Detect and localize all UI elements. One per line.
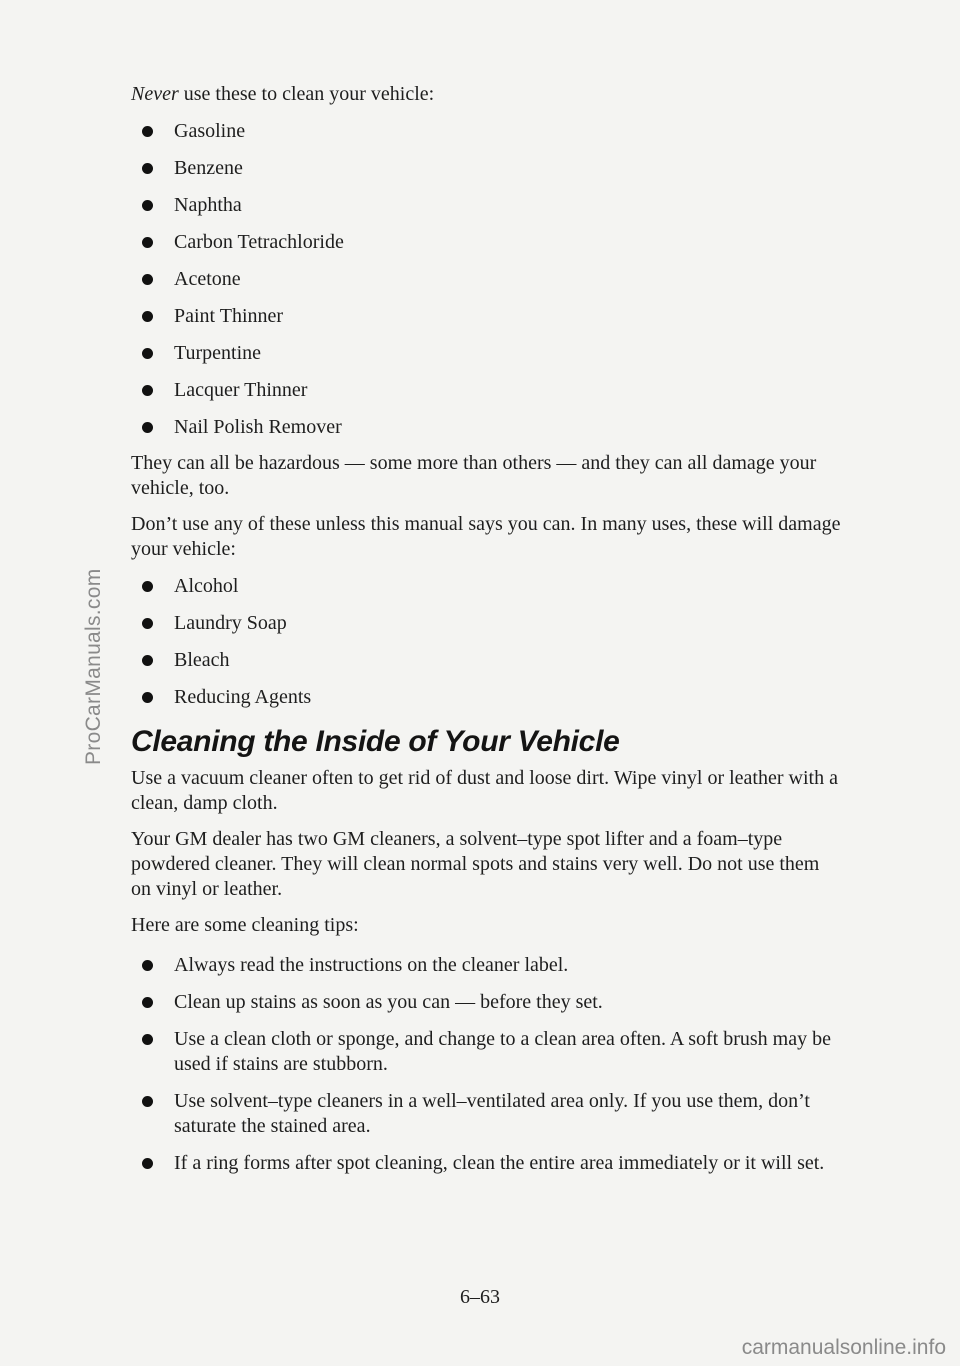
list-item-text: If a ring forms after spot cleaning, clean the entire area immediately or it will set. [174,1152,825,1174]
bullet-icon [142,274,153,285]
never-use-list [131,119,841,440]
bullet-icon [142,422,153,433]
list-item [131,648,841,673]
bullet-icon [142,655,153,666]
bullet-icon [142,581,153,592]
list-item-text: Alcohol [174,575,239,597]
intro-rest: use these to clean your vehicle: [178,83,435,105]
dont-use-paragraph: Don’t use any of these unless this manual says you can. In many uses, these will damage your vehicle: [131,513,841,560]
list-item [131,304,841,329]
bullet-icon [142,163,153,174]
list-item [131,574,841,599]
list-item [131,685,841,710]
list-item-text: Lacquer Thinner [174,379,308,401]
list-item [131,267,841,292]
vacuum-paragraph: Use a vacuum cleaner often to get rid of dust and loose dirt. Wipe vinyl or leather with a clean, damp cloth. [131,767,838,814]
list-item-text: Naphtha [174,194,242,216]
list-item [131,953,841,978]
section-heading: Cleaning the Inside of Your Vehicle [131,725,620,758]
list-item [131,415,841,440]
list-item-text: Benzene [174,157,243,179]
intro-text [131,82,841,107]
list-item-text: Always read the instructions on the cleaner label. [174,954,569,976]
list-item-text: Carbon Tetrachloride [174,231,344,253]
list-item [131,1089,841,1139]
cleaning-tips-list [131,953,841,1176]
bottom-watermark: carmanualsonline.info [741,1336,946,1359]
bullet-icon [142,1096,153,1107]
list-item [131,230,841,255]
list-item-text: Reducing Agents [174,686,312,708]
bullet-icon [142,126,153,137]
list-item-text: Acetone [174,268,241,290]
bullet-icon [142,1158,153,1169]
tips-intro: Here are some cleaning tips: [131,914,359,936]
bullet-icon [142,618,153,629]
bullet-icon [142,1034,153,1045]
list-item-text: Paint Thinner [174,305,284,327]
bullet-icon [142,692,153,703]
list-item-text: Bleach [174,649,230,671]
bullet-icon [142,385,153,396]
bullet-icon [142,960,153,971]
list-item [131,990,841,1015]
side-watermark: ProCarManuals.com [82,568,105,765]
list-item [131,156,841,181]
bullet-icon [142,348,153,359]
intro-emphasis: Never [131,83,179,105]
list-item-text: Clean up stains as soon as you can — before they set. [174,991,603,1013]
damage-list [131,574,841,710]
page-content [131,82,841,1176]
list-item [131,1151,841,1176]
bullet-icon [142,311,153,322]
list-item [131,611,841,636]
bullet-icon [142,997,153,1008]
bullet-icon [142,200,153,211]
dealer-paragraph: Your GM dealer has two GM cleaners, a solvent–type spot lifter and a foam–type powdered cleaner. They will clean normal spots and stains very well. Do not use them on vinyl or leather. [131,828,820,900]
page-number: 6–63 [460,1286,500,1308]
hazard-paragraph: They can all be hazardous — some more than others — and they can all damage your vehicle, too. [131,452,817,499]
list-item-text: Use solvent–type cleaners in a well–ventilated area only. If you use them, don’t saturate the stained area. [174,1090,810,1137]
list-item-text: Use a clean cloth or sponge, and change to a clean area often. A soft brush may be used if stains are stubborn. [174,1028,831,1075]
list-item-text: Turpentine [174,342,262,364]
bullet-icon [142,237,153,248]
list-item [131,378,841,403]
list-item [131,1027,841,1077]
list-item-text: Laundry Soap [174,612,287,634]
list-item [131,119,841,144]
list-item [131,193,841,218]
list-item-text: Nail Polish Remover [174,416,342,438]
list-item-text: Gasoline [174,120,246,142]
list-item [131,341,841,366]
